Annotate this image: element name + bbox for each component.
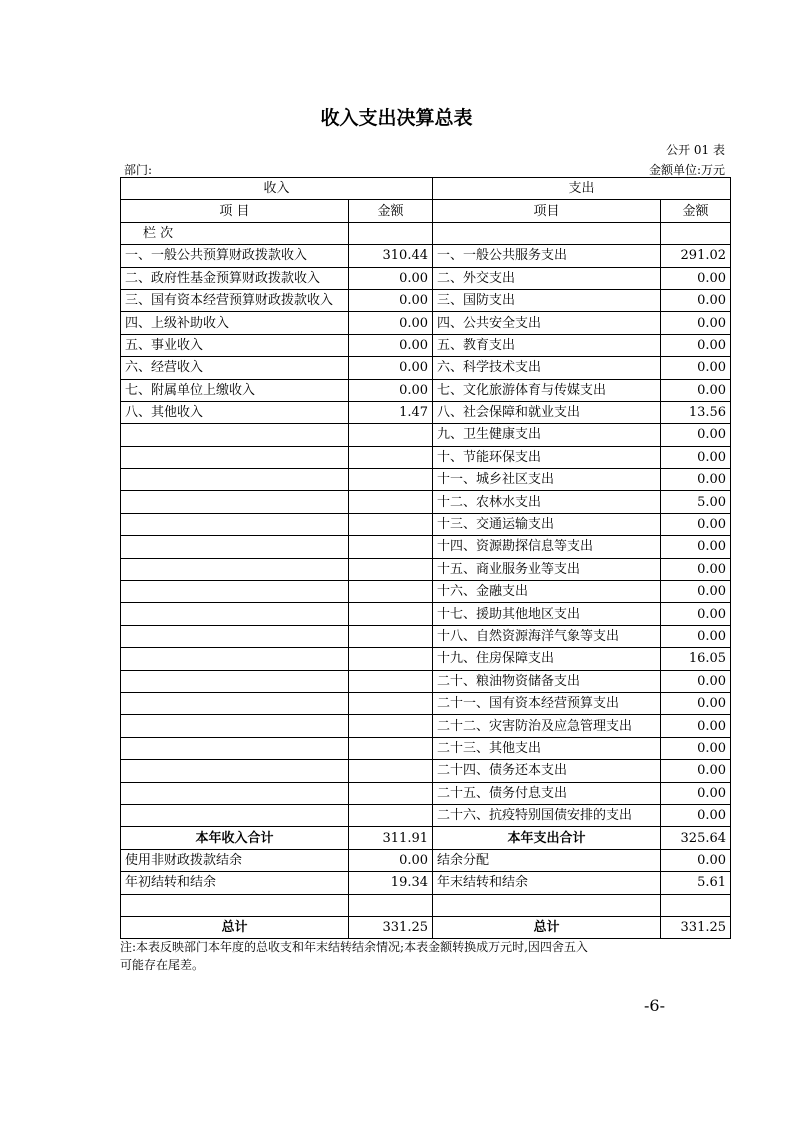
income-item-cell <box>121 737 349 759</box>
expense-amount-cell: 0.00 <box>661 536 731 558</box>
carryover-row <box>121 872 731 894</box>
income-item-header: 项 目 <box>121 200 349 222</box>
expense-amount-cell: 5.00 <box>661 491 731 513</box>
table-row <box>121 603 731 625</box>
income-item-cell: 一、一般公共预算财政拨款收入 <box>121 245 349 267</box>
expense-amount-cell: 0.00 <box>661 267 731 289</box>
income-item-cell: 七、附属单位上缴收入 <box>121 379 349 401</box>
year-income-total-value: 311.91 <box>349 827 433 849</box>
income-item-cell: 五、事业收入 <box>121 334 349 356</box>
income-item-cell: 二、政府性基金预算财政拨款收入 <box>121 267 349 289</box>
year-income-total-label: 本年收入合计 <box>121 827 349 849</box>
expense-item-cell: 二十五、债务付息支出 <box>433 782 661 804</box>
expense-amount-cell: 0.00 <box>661 715 731 737</box>
nonfiscal-row <box>121 849 731 871</box>
income-amount-cell <box>349 760 433 782</box>
expense-item-cell: 八、社会保障和就业支出 <box>433 401 661 423</box>
income-amount-header: 金额 <box>349 200 433 222</box>
expense-amount-cell: 16.05 <box>661 648 731 670</box>
table-row <box>121 245 731 267</box>
column-order-row <box>121 222 731 244</box>
expense-item-cell: 十八、自然资源海洋气象等支出 <box>433 625 661 647</box>
income-amount-cell <box>349 581 433 603</box>
income-amount-cell <box>349 692 433 714</box>
income-amount-cell: 0.00 <box>349 312 433 334</box>
income-expense-table <box>120 177 731 939</box>
surplus-dist-value: 0.00 <box>661 849 731 871</box>
expense-item-cell: 七、文化旅游体育与传媒支出 <box>433 379 661 401</box>
expense-amount-cell: 0.00 <box>661 513 731 535</box>
income-amount-cell <box>349 446 433 468</box>
empty-cell <box>349 894 433 916</box>
table-row <box>121 715 731 737</box>
income-item-cell: 四、上级补助收入 <box>121 312 349 334</box>
table-row <box>121 625 731 647</box>
expense-item-cell: 二十二、灾害防治及应急管理支出 <box>433 715 661 737</box>
expense-item-cell: 十九、住房保障支出 <box>433 648 661 670</box>
page-number: -6- <box>644 996 665 1015</box>
department-label: 部门: <box>124 163 153 177</box>
income-item-cell <box>121 715 349 737</box>
empty-cell <box>121 894 349 916</box>
expense-amount-cell: 0.00 <box>661 782 731 804</box>
expense-item-cell: 二十一、国有资本经营预算支出 <box>433 692 661 714</box>
begin-carryover-label: 年初结转和结余 <box>121 872 349 894</box>
income-item-cell <box>121 670 349 692</box>
table-row <box>121 469 731 491</box>
income-amount-cell <box>349 737 433 759</box>
year-expense-total-label: 本年支出合计 <box>433 827 661 849</box>
income-amount-cell <box>349 715 433 737</box>
expense-item-cell: 二十四、债务还本支出 <box>433 760 661 782</box>
income-amount-cell <box>349 491 433 513</box>
income-amount-cell <box>349 424 433 446</box>
expense-item-cell: 九、卫生健康支出 <box>433 424 661 446</box>
income-amount-cell <box>349 536 433 558</box>
expense-item-cell: 十六、金融支出 <box>433 581 661 603</box>
income-amount-cell: 0.00 <box>349 379 433 401</box>
table-row <box>121 782 731 804</box>
table-row <box>121 491 731 513</box>
table-row <box>121 558 731 580</box>
expense-item-cell: 二十六、抗疫特别国债安排的支出 <box>433 804 661 826</box>
expense-amount-cell: 0.00 <box>661 692 731 714</box>
expense-item-cell: 十二、农林水支出 <box>433 491 661 513</box>
income-amount-cell <box>349 513 433 535</box>
table-row <box>121 312 731 334</box>
income-amount-cell: 0.00 <box>349 267 433 289</box>
expense-amount-cell: 0.00 <box>661 289 731 311</box>
table-header-row <box>121 178 731 200</box>
income-amount-cell: 0.00 <box>349 289 433 311</box>
expense-item-cell: 十七、援助其他地区支出 <box>433 603 661 625</box>
expense-amount-cell: 0.00 <box>661 760 731 782</box>
table-row <box>121 536 731 558</box>
year-total-row <box>121 827 731 849</box>
expense-amount-cell: 291.02 <box>661 245 731 267</box>
income-item-cell <box>121 424 349 446</box>
income-item-cell <box>121 558 349 580</box>
begin-carryover-value: 19.34 <box>349 872 433 894</box>
expense-amount-cell: 0.00 <box>661 625 731 647</box>
expense-item-cell: 十五、商业服务业等支出 <box>433 558 661 580</box>
expense-amount-cell: 0.00 <box>661 603 731 625</box>
nonfiscal-value: 0.00 <box>349 849 433 871</box>
end-carryover-value: 5.61 <box>661 872 731 894</box>
income-amount-cell <box>349 603 433 625</box>
expense-item-cell: 五、教育支出 <box>433 334 661 356</box>
empty-cell <box>349 222 433 244</box>
table-row <box>121 670 731 692</box>
table-row <box>121 401 731 423</box>
income-item-cell <box>121 581 349 603</box>
expense-item-cell: 一、一般公共服务支出 <box>433 245 661 267</box>
expense-item-cell: 二十三、其他支出 <box>433 737 661 759</box>
expense-item-cell: 六、科学技术支出 <box>433 357 661 379</box>
expense-item-cell: 二、外交支出 <box>433 267 661 289</box>
expense-item-cell: 十三、交通运输支出 <box>433 513 661 535</box>
income-item-cell <box>121 491 349 513</box>
expense-item-header: 项目 <box>433 200 661 222</box>
income-item-cell: 六、经营收入 <box>121 357 349 379</box>
footnote-line-1: 注:本表反映部门本年度的总收支和年末结转结余情况;本表金额转换成万元时,因四舍五入 <box>120 940 588 954</box>
income-item-cell <box>121 760 349 782</box>
income-amount-cell: 310.44 <box>349 245 433 267</box>
table-row <box>121 648 731 670</box>
income-item-cell <box>121 536 349 558</box>
income-amount-cell <box>349 670 433 692</box>
expense-item-cell: 十四、资源勘探信息等支出 <box>433 536 661 558</box>
surplus-dist-label: 结余分配 <box>433 849 661 871</box>
grand-total-row <box>121 916 731 938</box>
income-amount-cell <box>349 804 433 826</box>
empty-cell <box>433 894 661 916</box>
expense-amount-cell: 0.00 <box>661 334 731 356</box>
grand-total-label-left: 总计 <box>121 916 349 938</box>
income-item-cell <box>121 692 349 714</box>
expense-amount-cell: 0.00 <box>661 804 731 826</box>
expense-amount-header: 金额 <box>661 200 731 222</box>
table-row <box>121 581 731 603</box>
expense-amount-cell: 0.00 <box>661 424 731 446</box>
income-item-cell <box>121 513 349 535</box>
table-subheader-row <box>121 200 731 222</box>
empty-cell <box>661 222 731 244</box>
table-row <box>121 513 731 535</box>
table-row <box>121 267 731 289</box>
expense-item-cell: 二十、粮油物资储备支出 <box>433 670 661 692</box>
page-title: 收入支出决算总表 <box>320 107 473 129</box>
expense-header: 支出 <box>433 178 731 200</box>
blank-row <box>121 894 731 916</box>
nonfiscal-label: 使用非财政拨款结余 <box>121 849 349 871</box>
expense-amount-cell: 0.00 <box>661 379 731 401</box>
income-amount-cell: 0.00 <box>349 357 433 379</box>
table-row <box>121 446 731 468</box>
income-item-cell <box>121 782 349 804</box>
expense-amount-cell: 0.00 <box>661 558 731 580</box>
grand-total-value-left: 331.25 <box>349 916 433 938</box>
income-amount-cell <box>349 648 433 670</box>
income-amount-cell <box>349 558 433 580</box>
income-amount-cell: 0.00 <box>349 334 433 356</box>
expense-amount-cell: 0.00 <box>661 469 731 491</box>
table-row <box>121 357 731 379</box>
income-amount-cell <box>349 625 433 647</box>
expense-item-cell: 十一、城乡社区支出 <box>433 469 661 491</box>
table-row <box>121 424 731 446</box>
year-expense-total-value: 325.64 <box>661 827 731 849</box>
footnote-line-2: 可能存在尾差。 <box>120 958 205 972</box>
expense-item-cell: 四、公共安全支出 <box>433 312 661 334</box>
income-item-cell <box>121 469 349 491</box>
table-row <box>121 289 731 311</box>
expense-amount-cell: 0.00 <box>661 737 731 759</box>
income-item-cell <box>121 648 349 670</box>
expense-amount-cell: 13.56 <box>661 401 731 423</box>
income-item-cell <box>121 804 349 826</box>
empty-cell <box>433 222 661 244</box>
expense-item-cell: 十、节能环保支出 <box>433 446 661 468</box>
table-row <box>121 804 731 826</box>
income-header: 收入 <box>121 178 433 200</box>
table-row <box>121 379 731 401</box>
end-carryover-label: 年末结转和结余 <box>433 872 661 894</box>
form-number: 公开 01 表 <box>666 143 725 157</box>
empty-cell <box>661 894 731 916</box>
income-item-cell <box>121 446 349 468</box>
expense-amount-cell: 0.00 <box>661 446 731 468</box>
income-amount-cell <box>349 782 433 804</box>
amount-unit-label: 金额单位:万元 <box>648 163 725 177</box>
expense-item-cell: 三、国防支出 <box>433 289 661 311</box>
column-order-label: 栏 次 <box>121 222 349 244</box>
expense-amount-cell: 0.00 <box>661 581 731 603</box>
income-item-cell <box>121 625 349 647</box>
expense-amount-cell: 0.00 <box>661 312 731 334</box>
income-amount-cell <box>349 469 433 491</box>
grand-total-value-right: 331.25 <box>661 916 731 938</box>
table-row <box>121 737 731 759</box>
income-item-cell: 八、其他收入 <box>121 401 349 423</box>
income-item-cell <box>121 603 349 625</box>
income-item-cell: 三、国有资本经营预算财政拨款收入 <box>121 289 349 311</box>
footnote <box>120 938 740 974</box>
grand-total-label-right: 总计 <box>433 916 661 938</box>
table-row <box>121 692 731 714</box>
expense-amount-cell: 0.00 <box>661 670 731 692</box>
table-row <box>121 334 731 356</box>
table-row <box>121 760 731 782</box>
income-amount-cell: 1.47 <box>349 401 433 423</box>
expense-amount-cell: 0.00 <box>661 357 731 379</box>
